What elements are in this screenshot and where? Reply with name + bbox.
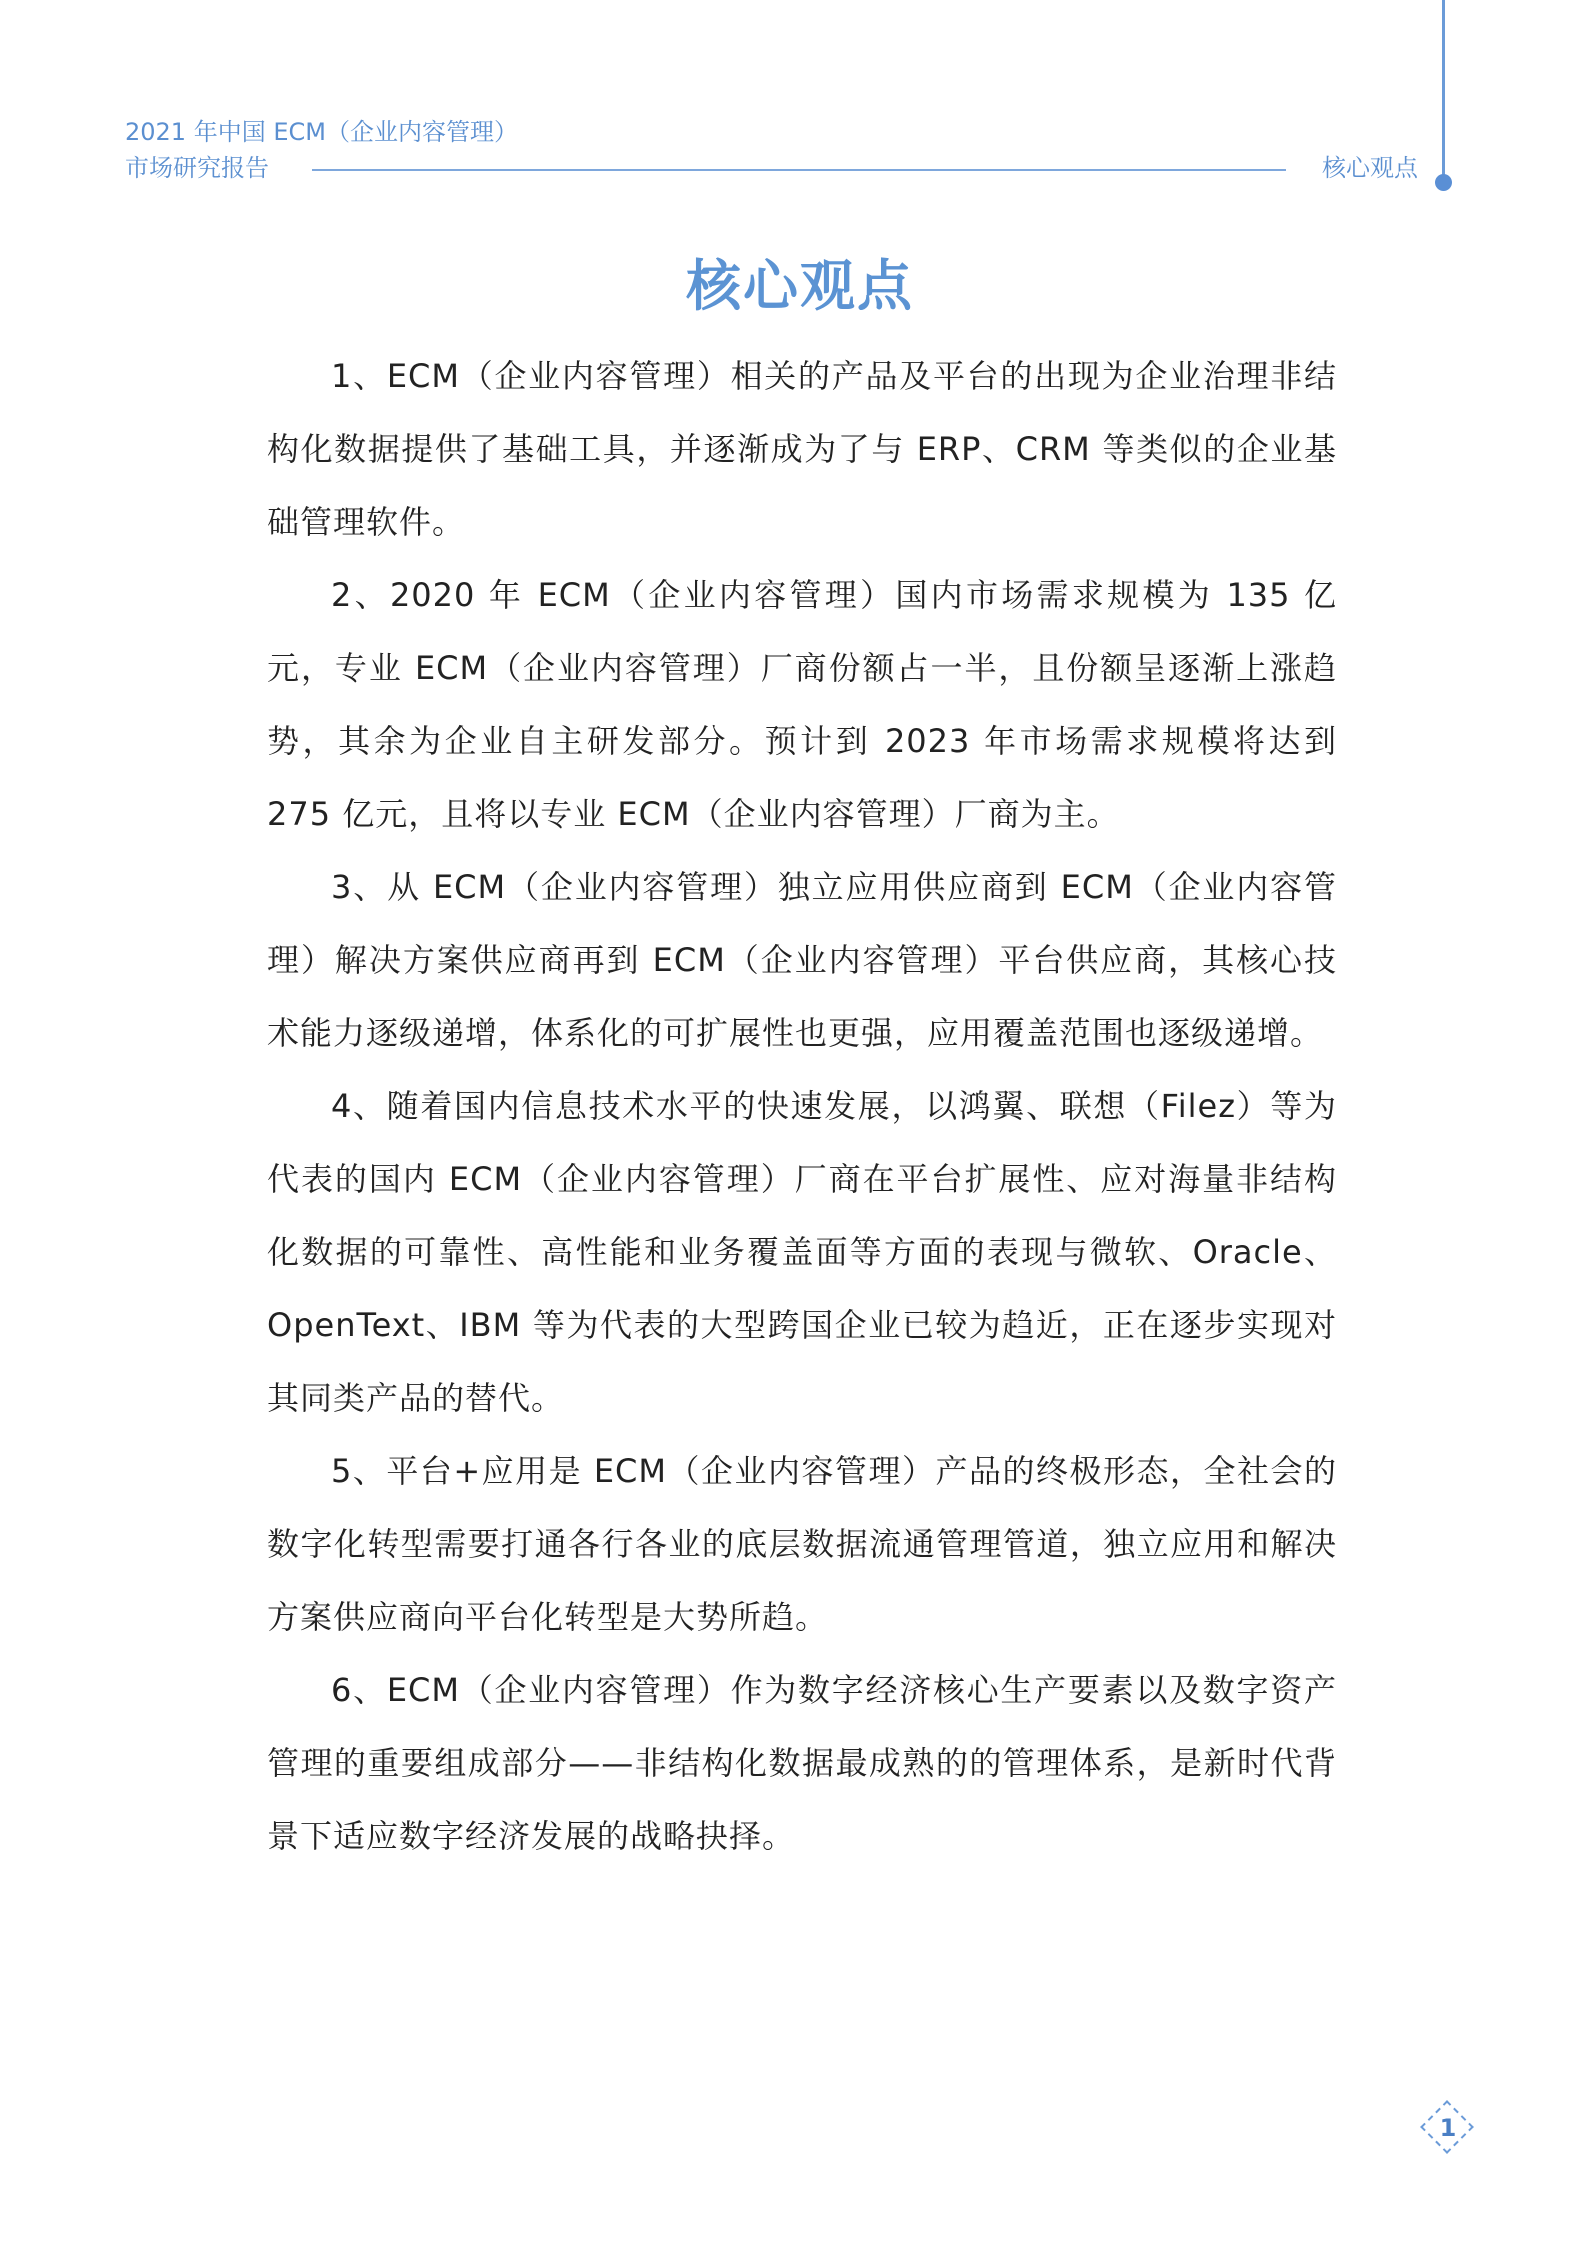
report-subtitle: 市场研究报告 xyxy=(125,154,269,182)
page-number: 1 xyxy=(1439,2114,1457,2142)
section-label: 核心观点 xyxy=(1322,154,1418,182)
report-title: 2021 年中国 ECM（企业内容管理） xyxy=(125,118,518,146)
paragraph-3: 3、从 ECM（企业内容管理）独立应用供应商到 ECM（企业内容管理）解决方案供应商再到 ECM（企业内容管理）平台供应商，其核心技术能力逐级递增，体系化的可扩展性也更强，应用覆盖范围也逐级递增。 xyxy=(267,868,1337,1052)
paragraph-4: 4、随着国内信息技术水平的快速发展，以鸿翼、联想（Filez）等为代表的国内 ECM（企业内容管理）厂商在平台扩展性、应对海量非结构化数据的可靠性、高性能和业务覆盖面等方面的表现与微软、Oracle、OpenText、IBM 等为代表的大型跨国企业已较为趋近，正在逐步实现对其同类产品的替代。 xyxy=(267,1087,1337,1417)
header-vertical-line xyxy=(1442,0,1445,178)
paragraph-5: 5、平台+应用是 ECM（企业内容管理）产品的终极形态，全社会的数字化转型需要打通各行各业的底层数据流通管理管道，独立应用和解决方案供应商向平台化转型是大势所趋。 xyxy=(267,1452,1337,1636)
paragraph-6: 6、ECM（企业内容管理）作为数字经济核心生产要素以及数字资产管理的重要组成部分——非结构化数据最成熟的的管理体系，是新时代背景下适应数字经济发展的战略抉择。 xyxy=(267,1671,1337,1855)
paragraph-2: 2、2020 年 ECM（企业内容管理）国内市场需求规模为 135 亿元，专业 ECM（企业内容管理）厂商份额占一半，且份额呈逐渐上涨趋势，其余为企业自主研发部分。预计到 2023 年市场需求规模将达到 275 亿元，且将以专业 ECM（企业内容管理）厂商为主。 xyxy=(267,576,1337,833)
header-dot-marker xyxy=(1435,174,1452,191)
page-number-badge xyxy=(1420,2100,1476,2156)
content-body xyxy=(267,340,1337,1873)
paragraph-1: 1、ECM（企业内容管理）相关的产品及平台的出现为企业治理非结构化数据提供了基础工具，并逐渐成为了与 ERP、CRM 等类似的企业基础管理软件。 xyxy=(267,357,1337,541)
page-title: 核心观点 xyxy=(685,254,914,318)
header-divider xyxy=(312,169,1286,171)
